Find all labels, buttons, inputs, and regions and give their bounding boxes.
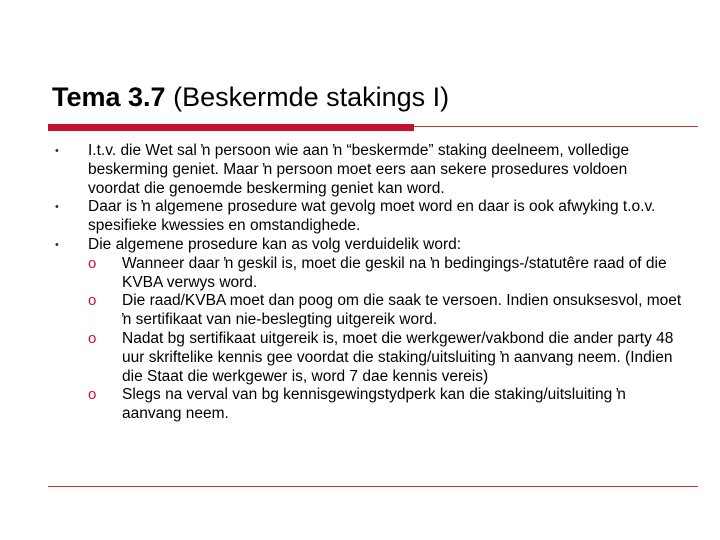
bullet-marker: • bbox=[55, 145, 59, 157]
title-accent-bar bbox=[48, 124, 414, 131]
sub-item-text: Die raad/KVBA moet dan poog om die saak te versoen. Indien onsuksesvol, moet ŉ sertifikaat van nie-beslegting uitgereik word. bbox=[122, 292, 682, 329]
bullet-marker: • bbox=[55, 201, 59, 214]
bullet-item-2 bbox=[52, 198, 682, 236]
sub-item-text: Slegs na verval van bg kennisgewingstydperk kan die staking/uitsluiting ŉ aanvang neem. bbox=[122, 386, 626, 423]
sub-marker: o bbox=[88, 329, 97, 347]
sub-marker: o bbox=[88, 292, 97, 310]
slide-title-number: Tema 3.7 bbox=[52, 82, 166, 112]
bullet-list bbox=[52, 142, 682, 424]
slide-body bbox=[52, 142, 682, 424]
sub-item-text: Nadat bg sertifikaat uitgereik is, moet die werkgewer/vakbond die ander party 48 uur skriftelike kennis gee voordat die staking/uitsluiting ŉ aanvang neem. (Indien die Staat die werkgewer is, word 7 dae kennis vereis) bbox=[122, 329, 674, 385]
slide-title-text: (Beskermde stakings I) bbox=[165, 82, 450, 112]
sub-item-4 bbox=[88, 386, 682, 424]
sub-marker: o bbox=[88, 386, 97, 404]
bullet-marker: • bbox=[55, 238, 59, 251]
bullet-text: Daar is ŉ algemene prosedure wat gevolg moet word en daar is ook afwyking t.o.v. spesifieke kwessies en omstandighede. bbox=[88, 198, 656, 235]
sub-item-1 bbox=[88, 255, 682, 293]
slide-title bbox=[52, 80, 449, 114]
bullet-item-1 bbox=[52, 142, 682, 198]
footer-rule bbox=[48, 486, 698, 487]
bullet-text: Die algemene prosedure kan as volg verduidelik word: bbox=[88, 235, 462, 253]
bullet-item-3 bbox=[52, 236, 682, 424]
sub-list bbox=[88, 255, 682, 424]
bullet-text: I.t.v. die Wet sal ŉ persoon wie aan ŉ “beskermde” staking deelneem, volledige beskerming geniet. Maar ŉ persoon moet eers aan sekere prosedures voldoen voordat die genoemde beskerming geniet kan word. bbox=[88, 142, 630, 197]
sub-item-2 bbox=[88, 292, 682, 330]
sub-item-3 bbox=[88, 330, 682, 386]
sub-item-text: Wanneer daar ŉ geskil is, moet die geskil na ŉ bedingings-/statutêre raad of die KVBA verwys word. bbox=[122, 254, 667, 291]
sub-marker: o bbox=[88, 254, 97, 272]
